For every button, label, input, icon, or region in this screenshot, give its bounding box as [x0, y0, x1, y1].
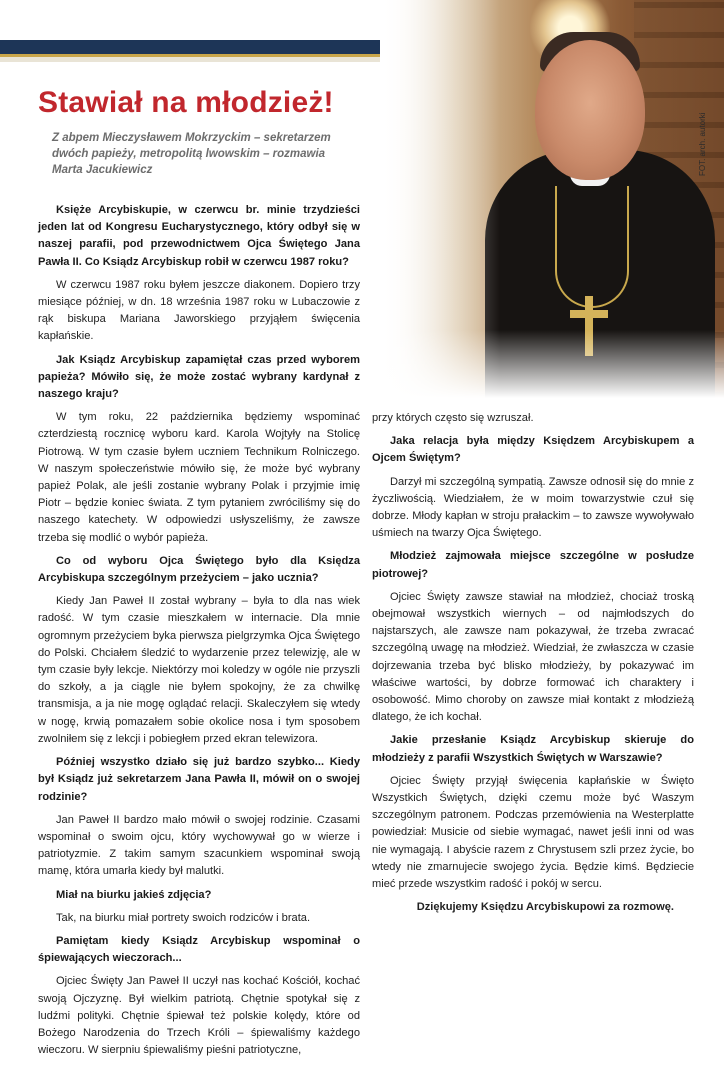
pectoral-cross-bar: [570, 310, 608, 318]
interview-answer: Jan Paweł II bardzo mało mówił o swojej rodzinie. Czasami wspominał o swoim ojcu, który wychowywał go w wierze i patriotyzmie. Z takim samym szacunkiem wspominał swoją mamę, która umarła kiedy był malutki.: [38, 813, 360, 878]
photo-face: [535, 40, 645, 180]
interview-answer: W tym roku, 22 października będziemy wspominać czterdziestą rocznicę wyboru kard. Karola Wojtyły na Stolicę Piotrową. W tym czasie byłem uczniem Technikum Rolniczego. W naszym społeczeństwie mówiło się, że może być wybrany papież Polak, ale jeśli zostanie wybrany Polak i przyjmie imię Piotr – będzie koniec świata. Z tym pytaniem zwróciliśmy się do naszego katechety. W odpowiedzi usłyszeliśmy, że zawsze trzeba się modlić o wybór papieża.: [38, 411, 360, 544]
interview-question: Później wszystko działo się już bardzo szybko... Kiedy był Ksiądz już sekretarzem Jana Pawła II, mówił on o swojej rodzinie?: [38, 756, 360, 803]
interview-question: Miał na biurku jakieś zdjęcia?: [56, 888, 212, 901]
interview-answer-continued: przy których często się wzruszał.: [372, 412, 534, 424]
archbishop-photo: [380, 0, 724, 398]
interview-question: Księże Arcybiskupie, w czerwcu br. minie trzydzieści jeden lat od Kongresu Eucharystycznego, który odbył się w naszej parafii, pod przewodnictwem Ojca Świętego Jana Pawła II. Co Ksiądz Arcybiskup robił w czerwcu 1987 roku?: [38, 204, 360, 268]
interview-answer: Darzył mi szczególną sympatią. Zawsze odnosił się do mnie z życzliwością. Wiedziałem, że w moim towarzystwie czuł się dobrze. Młody kapłan w stroju prałackim – to zawsze wywoływało uśmiech na twarzy Ojca Świętego.: [372, 475, 694, 540]
article-column-right: [372, 410, 694, 922]
article-column-left: [38, 202, 360, 1065]
interview-answer: Ojciec Święty Jan Paweł II uczył nas kochać Kościół, kochać swoją Ojczyznę. Był wielkim patriotą. Chętnie spotykał się z ludźmi polityki. Chętnie śpiewał też polskie kolędy, które od Bożego Narodzenia do Trzech Króli – śpiewaliśmy każdego wieczoru. W sierpniu śpiewaliśmy pieśni patriotyczne,: [38, 975, 360, 1057]
closing-thanks: Dziękujemy Księdzu Arcybiskupowi za rozmowę.: [416, 901, 674, 914]
interview-question: Jakie przesłanie Ksiądz Arcybiskup skieruje do młodzieży z parafii Wszystkich Świętych w Warszawie?: [372, 734, 694, 764]
interview-answer: Kiedy Jan Paweł II został wybrany – była to dla nas wiek radość. W tym czasie mieszkałem w internacie. Dla mnie ogromnym przeżyciem byka pierwsza pielgrzymka Ojca Świętego do Polski. Chciałem śledzić to wydarzenie przez telewizję, ale w tym czasie były lekcje. Niektórzy moi koledzy w ogóle nie przyszli do szkoły, a ja ciągle nie byłem spokojny, że za chwilkę transmisja, a ja nie mogę oglądać relacji. Skaleczyłem się wtedy w nogę, krwią pomazałem sobie okolice nosa i tym sposobem zwolniłem się z lekcji i pobiegłem przed ekran telewizora.: [38, 595, 360, 745]
photo-cross-chain: [555, 186, 629, 308]
article-lead: Z abpem Mieczysławem Mokrzyckim – sekretarzem dwóch papieży, metropolitą lwowskim – rozmawia Marta Jacukiewicz: [52, 132, 331, 176]
interview-question: Jaka relacja była między Księdzem Arcybiskupem a Ojcem Świętym?: [372, 435, 694, 465]
interview-answer: Tak, na biurku miał portrety swoich rodziców i brata.: [56, 911, 311, 924]
interview-question: Pamiętam kiedy Ksiądz Arcybiskup wspominał o śpiewających wieczorach...: [38, 934, 360, 965]
photo-fade-bottom: [380, 330, 724, 398]
interview-question: Co od wyboru Ojca Świętego było dla Księdza Arcybiskupa szczególnym przeżyciem – jako ucznia?: [38, 554, 360, 585]
photo-credit: FOT. arch. autorki: [698, 112, 707, 176]
interview-answer: W czerwcu 1987 roku byłem jeszcze diakonem. Dopiero trzy miesiące później, w dn. 18 września 1987 roku w Lubaczowie z rąk biskupa Mariana Jaworskiego przyjąłem święcenia kapłańskie.: [38, 278, 360, 343]
interview-question: Jak Ksiądz Arcybiskup zapamiętał czas przed wyborem papieża? Mówiło się, że może zostać wybrany kardynał z naszego kraju?: [38, 353, 360, 401]
interview-question: Młodzież zajmowała miejsce szczególne w posłudze piotrowej?: [372, 550, 694, 580]
interview-answer: Ojciec Święty przyjął święcenia kapłańskie w Święto Wszystkich Świętych, dzięki czemu może być Waszym szczególnym patronem. Podczas przemówienia na Westerplatte powiedział: Musicie od siebie wymagać, nawet jeśli inni od was nie wymagają. I abyście razem z Chrystusem szli przez życie, bo wtedy nie zmarnujecie swojego życia. Będzie kimś. Będziecie mieć przede wszystkim radość i pokój w sercu.: [372, 774, 694, 891]
article-title: Stawiał na młodzież!: [38, 86, 334, 119]
interview-answer: Ojciec Święty zawsze stawiał na młodzież, chociaż troską obejmował wszystkich wiernych – od najmłodszych do najstarszych, ale zawsze nam pokazywał, że trzeba zwracać szczególną uwagę na młodzież. Wiedział, że zwłaszcza w czasie dojrzewania trzeba być blisko młodzieży, by pokazywać im właściwe wartości, by dobrze formować ich charaktery i osobowość. Mimo choroby on zawsze miał kontakt z młodzieżą dlatego, że ich kochał.: [372, 590, 694, 724]
